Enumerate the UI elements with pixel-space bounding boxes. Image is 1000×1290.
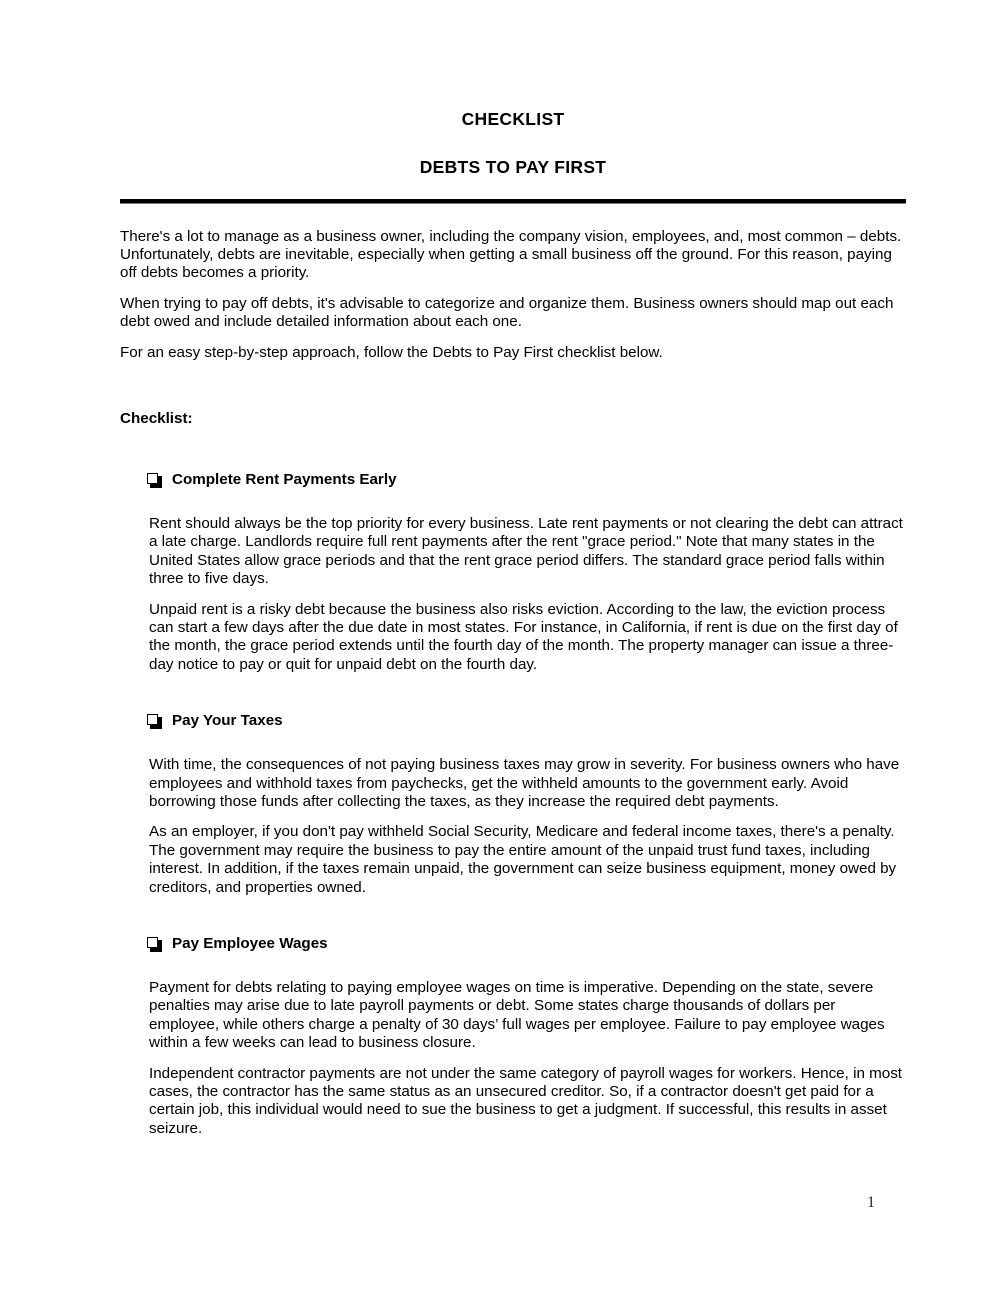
checklist-item (120, 471, 906, 674)
body-paragraph: Unpaid rent is a risky debt because the business also risks eviction. According to the law, the eviction process can start a few days after the due date in most states. For instance, in California, if rent is due on the first day of the month, the grace period extends until the fourth day of the month. The property manager can issue a three-day notice to pay or quit for unpaid debt on the fourth day. (149, 600, 898, 673)
page-title: CHECKLIST (461, 109, 565, 129)
body-paragraph: As an employer, if you don't pay withheld Social Security, Medicare and federal income taxes, there's a penalty. The government may require the business to pay the entire amount of the unpaid trust fund taxes, including interest. In addition, if the taxes remain unpaid, the government can seize business equipment, money owed by creditors, and properties owned. (149, 823, 897, 896)
checklist-items (120, 427, 906, 1138)
intro-paragraph: For an easy step-by-step approach, follow the Debts to Pay First checklist below. (120, 343, 663, 361)
document-content (120, 0, 906, 1138)
body-paragraph: Independent contractor payments are not under the same category of payroll wages for workers. Hence, in most cases, the contractor has the same status as an unsecured creditor. So, if a contractor doesn't get paid for a certain job, this individual would need to sue the business to get a judgment. If successful, this results in asset seizure. (149, 1064, 903, 1137)
title-divider (120, 199, 906, 204)
checklist-item-body (149, 952, 906, 1138)
empty-checkbox-icon[interactable] (147, 473, 161, 487)
body-paragraph: Payment for debts relating to paying employee wages on time is imperative. Depending on the state, severe penalties may arise due to late payroll payments or debt. Some states charge thousands of dollars per employee, while others charge a penalty of 30 days’ full wages per employee. Failure to pay employee wages within a few weeks can lead to business closure. (149, 979, 885, 1052)
checkbox-square (147, 473, 158, 484)
empty-checkbox-icon[interactable] (147, 937, 161, 951)
empty-checkbox-icon[interactable] (147, 714, 161, 728)
checklist-item-body (149, 488, 906, 674)
page-subtitle: DEBTS TO PAY FIRST (419, 157, 607, 178)
checklist-item-title: Complete Rent Payments Early (172, 470, 397, 488)
intro-paragraph: When trying to pay off debts, it's advisable to categorize and organize them. Business owners should map out each debt owed and include detailed information about each one. (120, 294, 894, 331)
checklist-item-header[interactable] (147, 471, 906, 488)
checkbox-square (147, 937, 158, 948)
page-number: 1 (867, 1194, 875, 1211)
intro-section (120, 228, 906, 362)
checklist-item-title: Pay Your Taxes (172, 712, 283, 730)
checklist-item-title: Pay Employee Wages (172, 935, 328, 953)
checklist-heading: Checklist: (120, 409, 193, 427)
checklist-item (120, 674, 906, 897)
body-paragraph: With time, the consequences of not paying business taxes may grow in severity. For business owners who have employees and withhold taxes from paychecks, get the withheld amounts to the government early. Avoid borrowing those funds after collecting the taxes, as they increase the required debt payments. (149, 756, 900, 810)
checklist-item-body (149, 729, 906, 897)
checklist-item (120, 897, 906, 1138)
intro-paragraph: There's a lot to manage as a business owner, including the company vision, employees, and, most common – debts. Unfortunately, debts are inevitable, especially when getting a small business off the ground. For this reason, paying off debts becomes a priority. (120, 227, 902, 282)
body-paragraph: Rent should always be the top priority for every business. Late rent payments or not clearing the debt can attract a late charge. Landlords require full rent payments after the rent "grace period." Note that many states in the United States allow grace periods and that the rent grace period differs. The standard grace period falls within three to five days. (149, 514, 903, 588)
checklist-item-header[interactable] (147, 935, 906, 952)
checklist-item-header[interactable] (147, 712, 906, 729)
checkbox-square (147, 714, 158, 725)
